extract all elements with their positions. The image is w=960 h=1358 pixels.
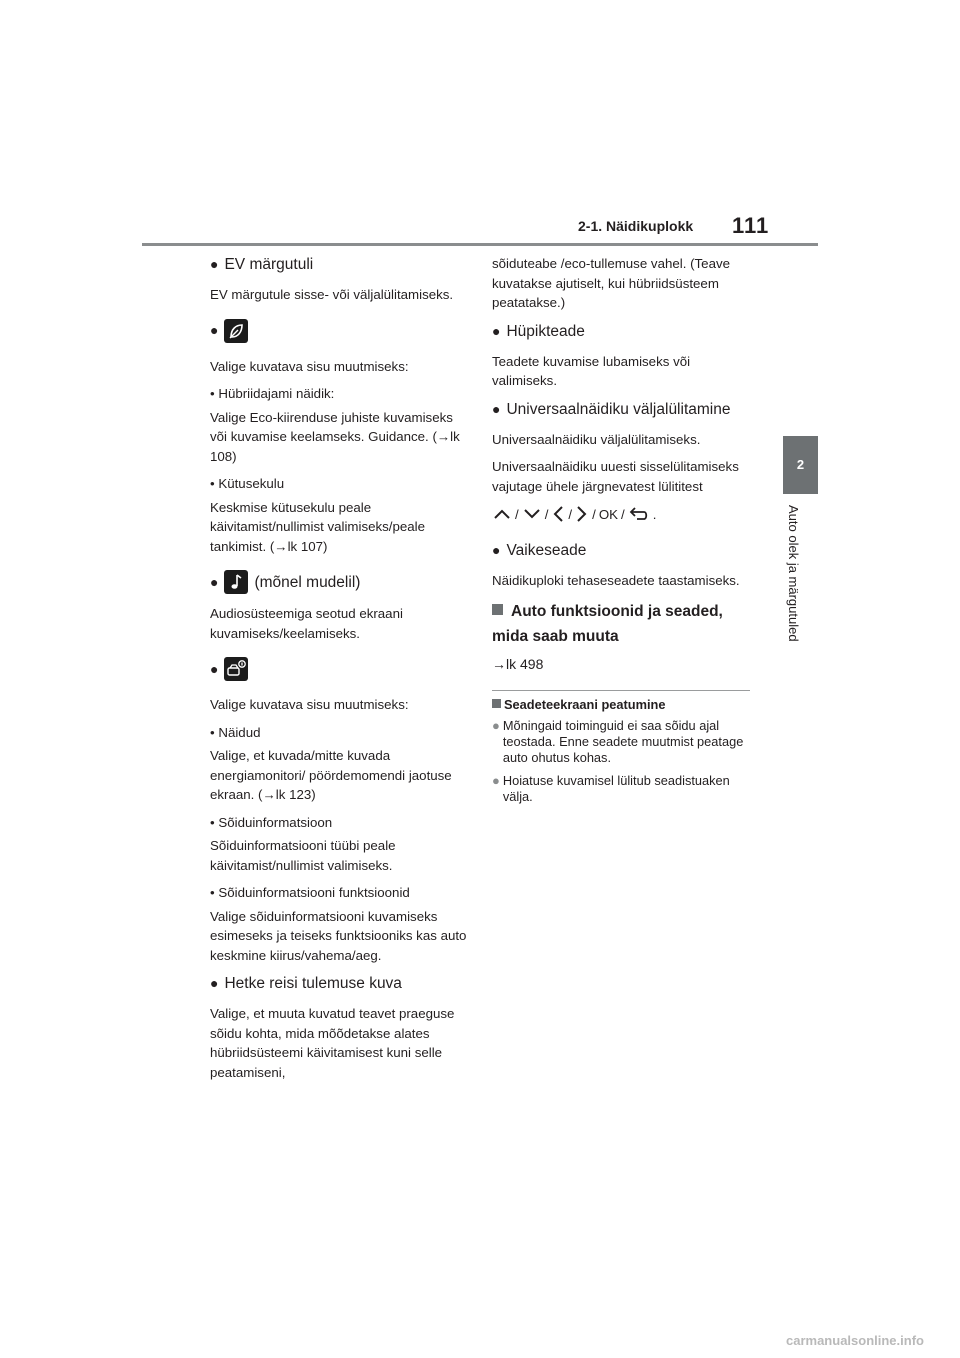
default-text: Näidikuploki tehaseseadete taastamiseks. <box>492 573 740 588</box>
bullet-icon: ● <box>210 573 219 590</box>
right-column <box>492 254 754 812</box>
dot-icon: ● <box>492 718 500 733</box>
bullet-icon: ● <box>492 400 501 417</box>
music-note-icon <box>224 570 248 594</box>
square-bullet-icon <box>492 604 503 615</box>
popup-heading <box>492 321 754 342</box>
car-sub3-text: Valige sõiduinformatsiooni kuvamiseks esimeseks ja teiseks funktsiooniks kas auto keskmine kiirus/vahema/aeg. <box>210 908 467 963</box>
note-heading <box>492 697 754 712</box>
chapter-label: Auto olek ja märgutuled <box>786 505 801 642</box>
chevron-right-icon <box>575 504 589 524</box>
separator: / <box>544 506 549 522</box>
ev-title: EV märgutuli <box>224 256 314 273</box>
section-title: 2-1. Näidikuplokk <box>578 218 694 234</box>
ok-label: OK <box>598 506 619 522</box>
auto-heading <box>492 599 754 649</box>
car-sub2: • Sõiduinformatsioon <box>210 814 333 830</box>
car-sub3: • Sõiduinformatsiooni funktsioonid <box>210 885 410 900</box>
watermark: carmanualsonline.info <box>786 1333 924 1348</box>
ev-heading <box>210 254 468 275</box>
eco-heading <box>210 319 468 343</box>
bullet-icon: ● <box>210 256 219 272</box>
header-rule <box>142 243 818 246</box>
chevron-up-icon <box>492 507 512 521</box>
note-text: Mõningaid toiminguid ei saa sõidu ajal teostada. Enne seadete muutmist peatage auto ohutus kohas. <box>502 718 744 765</box>
default-heading <box>492 540 754 561</box>
back-arrow-icon <box>628 506 650 522</box>
bullet-icon: ● <box>210 322 219 338</box>
separator: / <box>515 506 519 522</box>
eco-sub2: • Kütusekulu <box>210 476 285 491</box>
auto-title: Auto funktsioonid ja seaded, mida saab muuta <box>492 602 723 645</box>
note-rule <box>492 690 750 691</box>
car-heading <box>210 657 468 681</box>
note-title: Seadeteekraani peatumine <box>504 697 666 712</box>
switch-icons-row <box>492 504 754 524</box>
trip-title: Hetke reisi tulemuse kuva <box>224 975 402 992</box>
leaf-icon <box>224 319 248 343</box>
chevron-left-icon <box>551 504 565 524</box>
trip-continued: sõiduteabe /eco-tullemuse vahel. (Teave kuvatakse ajutiselt, kui hübriidsüsteem peatatakse.) <box>492 256 731 310</box>
bullet-icon: ● <box>210 975 219 991</box>
univ-title: Universaalnäidiku väljalülitamine <box>506 400 731 418</box>
eco-sub1: • Hübriidajami näidik: <box>210 386 335 401</box>
left-column <box>210 254 468 1090</box>
car-info-icon <box>224 657 248 681</box>
separator: / <box>568 506 573 522</box>
audio-heading <box>210 570 468 594</box>
period: . <box>652 506 657 522</box>
ev-text: EV märgutule sisse- või väljalülitamiseks. <box>210 287 454 302</box>
trip-text: Valige, et muuta kuvatud teavet praeguse sõidu kohta, mida mõõdetakse alates hübriidsüsteemi käivitamisest kuni selle peatamiseni, <box>210 1006 455 1080</box>
car-text: Valige kuvatava sisu muutmiseks: <box>210 697 409 712</box>
eco-text: Valige kuvatava sisu muutmiseks: <box>210 358 409 374</box>
car-sub2-text: Sõiduinformatsiooni tüübi peale käivitamist/nullimist valimiseks. <box>210 838 396 873</box>
dot-icon: ● <box>492 773 500 788</box>
separator: / <box>592 506 596 522</box>
univ-text2: Universaalnäidiku uuesti sisselülitamiseks vajutage ühele järgnevatest lülititest <box>492 459 739 494</box>
eco-sub2-text: Keskmise kütusekulu peale käivitamist/nullimist valimiseks/peale tankimist. (→lk 107) <box>210 499 426 554</box>
note-item <box>492 773 754 805</box>
car-sub1: • Näidud <box>210 724 261 740</box>
audio-text: Audiosüsteemiga seotud ekraani kuvamiseks/keelamiseks. <box>210 606 403 641</box>
auto-ref: →lk 498 <box>492 655 544 672</box>
popup-title: Hüpikteade <box>506 322 585 340</box>
note-text: Hoiatuse kuvamisel lülitub seadistuaken välja. <box>502 773 730 804</box>
car-sub1-text: Valige, et kuvada/mitte kuvada energiamonitori/ pöördemomendi jaotuse ekraan. (→lk 123) <box>210 748 452 802</box>
note-item <box>492 718 754 766</box>
eco-sub1-text: Valige Eco-kiirenduse juhiste kuvamiseks või kuvamise keelamseks. Guidance. (→lk 108) <box>210 409 460 464</box>
chapter-tab: 2 <box>783 436 818 494</box>
page-number: 111 <box>732 213 770 238</box>
bullet-icon: ● <box>492 322 501 339</box>
trip-heading <box>210 973 468 994</box>
separator: / <box>621 506 625 522</box>
bullet-icon: ● <box>210 660 219 677</box>
default-title: Vaikeseade <box>506 542 587 559</box>
audio-title: (mõnel mudelil) <box>254 573 361 591</box>
univ-heading <box>492 399 754 420</box>
chevron-down-icon <box>522 507 542 521</box>
square-bullet-icon <box>492 699 501 708</box>
bullet-icon: ● <box>492 542 501 558</box>
popup-text: Teadete kuvamise lubamiseks või valimiseks. <box>492 353 691 388</box>
univ-text1: Universaalnäidiku väljalülitamiseks. <box>492 431 701 447</box>
